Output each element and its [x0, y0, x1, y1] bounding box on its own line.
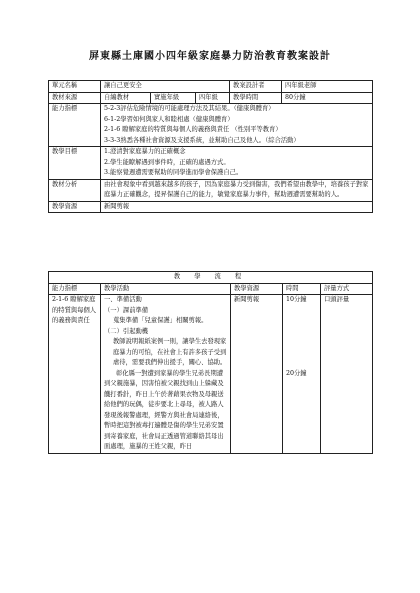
flow-header-row	[49, 283, 373, 295]
ability-row	[49, 104, 373, 147]
ability-label: 能力指標	[49, 104, 101, 147]
ability-line: 2-1-6 瞭解家庭的特質與每個人的義務與責任 （性別平等教育）	[104, 126, 282, 133]
designer-label: 教案設計者	[230, 81, 282, 93]
analysis-text: 由社會現象中看到越來越多的孩子，因為家庭暴力受到傷害，我們希望由教學中，培養孩子對家庭暴力正確觀念，提昇保護自己的能力，敏覺家庭暴力事件，幫助週遭需要幫助的人。	[101, 179, 373, 201]
goal-line: 1.澄清對家庭暴力的正確概念	[104, 148, 186, 155]
ability-line: 5-2-3評估危險情境的可能處理方法及其結果。（健康與體育）	[104, 105, 275, 112]
analysis-label: 教材分析	[49, 179, 101, 201]
goal-line: 3.能察覺週遭需要幫助的同學進而學會保護自己。	[104, 169, 243, 176]
unit-row	[49, 81, 373, 93]
ability-line: 3-3-3熟悉各種社會資源及支援系統，並幫助自己及他人。（綜合活動）	[104, 136, 300, 144]
grade-value: 四年級	[196, 92, 230, 104]
time-label: 教學時間	[230, 92, 282, 104]
goals-list	[101, 147, 373, 180]
source-row	[49, 92, 373, 104]
time-value: 80分鐘	[282, 92, 373, 104]
flow-resource: 新聞剪報	[231, 295, 283, 454]
resources-row	[49, 201, 373, 213]
page-title: 屏東縣土庫國小四年級家庭暴力防治教育教案設計	[89, 51, 331, 62]
designer-value: 四年級老師	[282, 81, 373, 93]
resources-value: 新聞剪報	[101, 201, 373, 213]
flow-eval: 口頭評量	[321, 295, 373, 454]
goals-label: 教學目標	[49, 147, 101, 180]
subsection-heading: （二）引起動機	[104, 327, 149, 335]
ability-line: 6-1-2學習如何與家人和睦相處（健康與體育）	[104, 115, 234, 123]
header-time: 時間	[283, 283, 321, 295]
ability-list	[101, 104, 373, 147]
unit-value: 讓自己更安全	[101, 81, 230, 93]
unit-label: 單元名稱	[49, 81, 101, 93]
subsection-heading: （一）課前準備	[104, 306, 149, 314]
story-text: 彰化縣一對遭到家暴的學生兄弟長期遭到父親施暴，因害怕被父親找到山上躲藏及饑打番針，昨日上午於著藉果衣物及母親送給他們的玩偶，徒步要北上尋母，被人路人發現後報警處理，經警方與社會局連絡後，暫時把這對被毒打遍體是傷的學生兄弟安置到寄養家庭，社會局正透過管道聯絡其母出面處理，施暴的王姓父親，昨日	[104, 369, 224, 450]
lesson-info-table	[48, 80, 373, 213]
time-2: 20分鐘	[286, 369, 307, 377]
resources-label: 教學資源	[49, 201, 101, 213]
header-ability: 能力指標	[49, 283, 101, 295]
motivation-text: 教師說明報紙案例一則，讓學生去發現家庭暴力的可怕，在社會上有許多孩子受到虐待，需要我們伸出援手，關心、協助。	[113, 338, 227, 366]
flow-body-row	[49, 295, 373, 454]
goals-row	[49, 147, 373, 180]
flow-title-row	[49, 272, 373, 284]
source-label: 教材來源	[49, 92, 101, 104]
flow-table	[48, 271, 373, 454]
flow-activity	[101, 295, 231, 454]
goal-line: 2.學生能瞭解遇到事件時，正確的處遇方式。	[104, 158, 230, 166]
source-value: 自編教材	[101, 92, 151, 104]
section-heading: 一、準備活動	[104, 296, 142, 303]
analysis-row	[49, 179, 373, 201]
header-eval: 評量方式	[321, 283, 373, 295]
grade-label: 實施年級	[151, 92, 196, 104]
prep-text: 蒐集準備「兒童保護」相關剪報。	[113, 317, 208, 324]
flow-time	[283, 295, 321, 454]
flow-title: 教 學 流 程	[49, 272, 373, 284]
flow-ability: 2-1-6 瞭解家庭的特質與每個人的義務與責任	[49, 295, 101, 454]
time-1: 10分鐘	[286, 296, 307, 303]
header-activity: 教學活動	[101, 283, 231, 295]
header-resource: 教學資源	[231, 283, 283, 295]
